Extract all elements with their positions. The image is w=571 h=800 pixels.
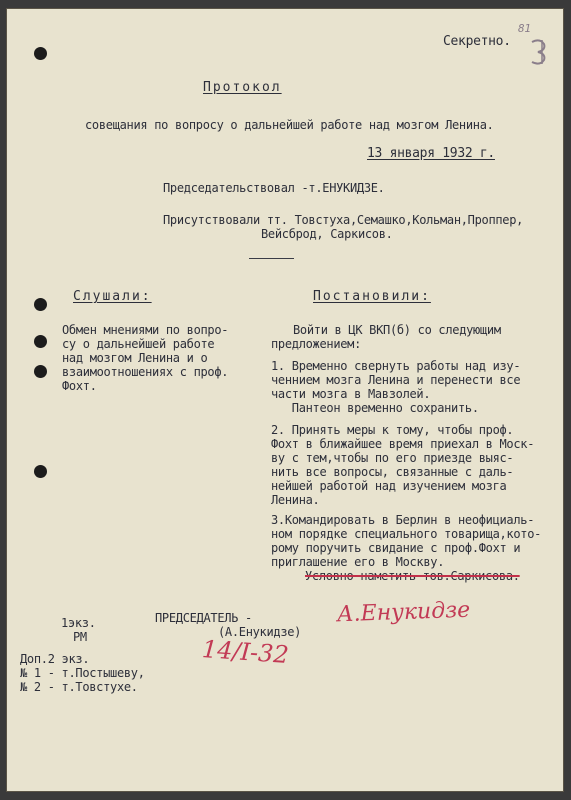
secret-stamp: Секретно. xyxy=(443,34,511,49)
document-subtitle: совещания по вопросу о дальнейшей работе над мозгом Ленина. xyxy=(85,118,494,132)
binder-hole xyxy=(34,365,47,378)
resolved-item1-line: части мозга в Мавзолей. xyxy=(271,387,431,401)
handwritten-signature: А.Енукидзе xyxy=(336,597,471,628)
resolved-item1-line: ченнием мозга Ленина и перенести все xyxy=(271,373,521,387)
heard-line: взаимоотношениях с проф. xyxy=(62,365,229,379)
document-page xyxy=(6,8,564,792)
resolved-item1-line: Пантеон временно сохранить. xyxy=(271,401,479,415)
resolved-item3-line: приглашение его в Москву. xyxy=(271,555,445,569)
resolved-item2-line: 2. Принять меры к тому, чтобы проф. xyxy=(271,423,514,437)
archive-page-number: 81 xyxy=(518,22,531,35)
present-line-1: Присутствовали тт. Товстуха,Семашко,Кольман,Проппер, xyxy=(163,213,524,227)
resolved-item3-line: ном порядке специального товарища,кото- xyxy=(271,527,542,541)
resolved-intro-line: Войти в ЦК ВКП(б) со следующим xyxy=(293,323,501,337)
resolved-intro-line: предложением: xyxy=(271,337,362,351)
typist-initials: РМ xyxy=(73,630,87,644)
distribution-line: Доп.2 экз. xyxy=(20,652,90,666)
archive-stamp-icon xyxy=(528,38,550,66)
binder-hole xyxy=(34,335,47,348)
heard-line: Фохт. xyxy=(62,379,97,393)
handwritten-date: 14/I-32 xyxy=(201,635,290,669)
document-title: Протокол xyxy=(203,80,282,95)
divider xyxy=(249,258,294,259)
resolved-item3-line: рому поручить свидание с проф.Фохт и xyxy=(271,541,521,555)
signature-title: ПРЕДСЕДАТЕЛЬ - xyxy=(155,611,252,625)
binder-hole xyxy=(34,465,47,478)
document-date: 13 января 1932 г. xyxy=(367,146,495,161)
resolved-heading: Постановили: xyxy=(313,289,431,304)
distribution-line: № 2 - т.Товстухе. xyxy=(20,680,138,694)
resolved-item3-line: 3.Командировать в Берлин в неофициаль- xyxy=(271,513,535,527)
heard-line: над мозгом Ленина и о xyxy=(62,351,208,365)
resolved-item2-line: ву с тем,чтобы по его приезде выяс- xyxy=(271,451,514,465)
present-line-2: Вейсброд, Саркисов. xyxy=(261,227,393,241)
chairman-line: Председательствовал -т.ЕНУКИДЗЕ. xyxy=(163,181,385,195)
heard-heading: Слушали: xyxy=(73,289,152,304)
resolved-item2-line: Ленина. xyxy=(271,493,320,507)
resolved-item2-line: нить все вопросы, связанные с даль- xyxy=(271,465,514,479)
resolved-item2-line: Фохт в ближайшее время приехал в Моск- xyxy=(271,437,535,451)
binder-hole xyxy=(34,298,47,311)
signature-name: (А.Енукидзе) xyxy=(218,625,302,639)
binder-hole xyxy=(34,47,47,60)
heard-line: Обмен мнениями по вопро- xyxy=(62,323,229,337)
distribution-line: № 1 - т.Постышеву, xyxy=(20,666,145,680)
heard-line: су о дальнейшей работе xyxy=(62,337,215,351)
copies-count: 1экз. xyxy=(61,616,96,630)
resolved-item1-line: 1. Временно свернуть работы над изу- xyxy=(271,359,521,373)
resolved-item2-line: нейшей работой над изучением мозга xyxy=(271,479,507,493)
struck-out-line: Условно наметить тов.Саркисова. xyxy=(305,569,520,583)
